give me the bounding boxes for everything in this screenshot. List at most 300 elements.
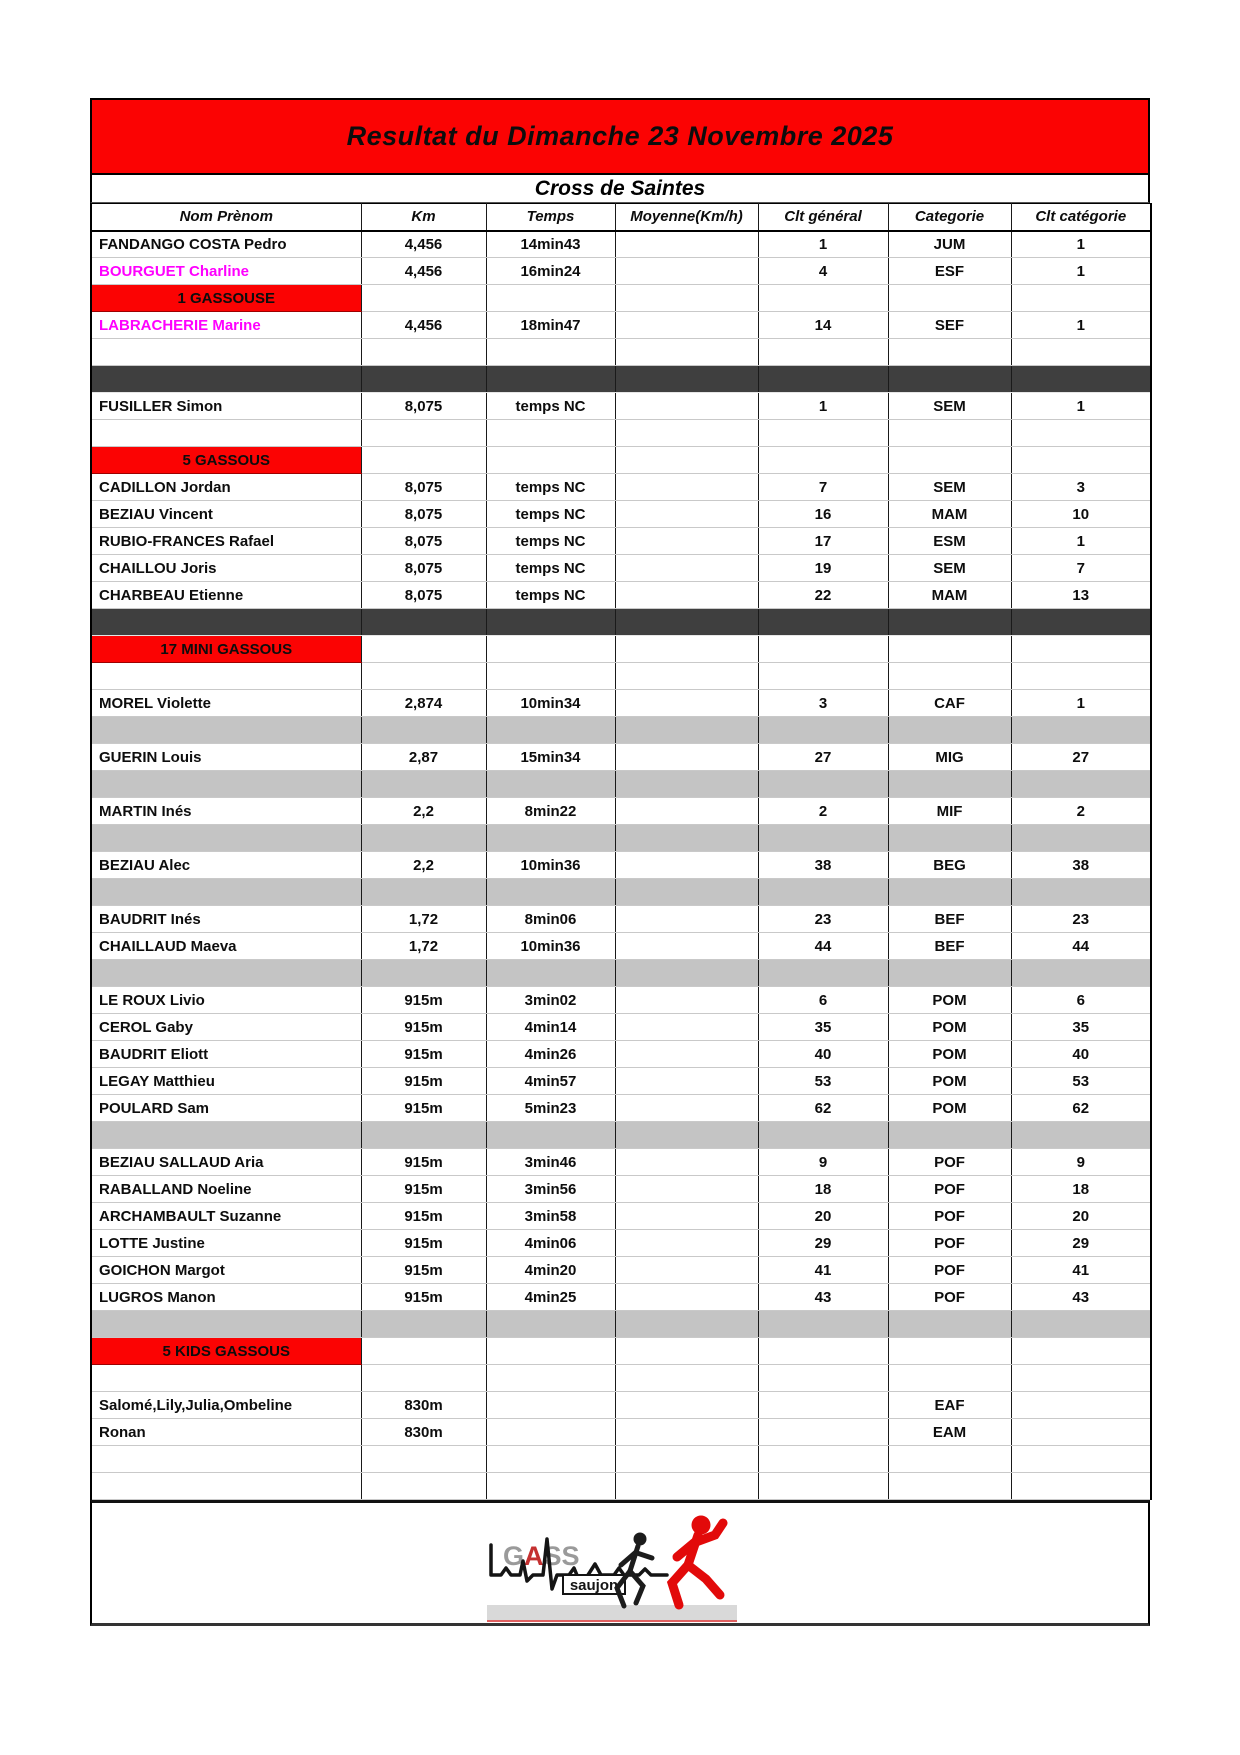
empty-cell xyxy=(888,1338,1011,1365)
value-cell-cg: 53 xyxy=(758,1068,888,1095)
value-cell-cat: POF xyxy=(888,1257,1011,1284)
empty-cell xyxy=(486,447,615,474)
empty-cell xyxy=(1011,447,1151,474)
value-cell-km: 8,075 xyxy=(361,501,486,528)
spacer-row-white xyxy=(91,1473,1151,1500)
result-row xyxy=(91,852,1151,879)
value-cell-cg: 3 xyxy=(758,690,888,717)
runner-name-cell: LABRACHERIE Marine xyxy=(91,312,361,339)
result-row xyxy=(91,312,1151,339)
column-header-1: Km xyxy=(361,204,486,231)
value-cell-cc: 62 xyxy=(1011,1095,1151,1122)
value-cell-cc: 3 xyxy=(1011,474,1151,501)
value-cell-cg: 22 xyxy=(758,582,888,609)
value-cell-cat: MIG xyxy=(888,744,1011,771)
value-cell-cat: POM xyxy=(888,1068,1011,1095)
spacer-cell xyxy=(615,1122,758,1149)
spacer-cell xyxy=(888,609,1011,636)
value-cell-moy xyxy=(615,1095,758,1122)
value-cell-cc: 35 xyxy=(1011,1014,1151,1041)
spacer-cell xyxy=(486,609,615,636)
empty-cell xyxy=(758,1338,888,1365)
spacer-cell xyxy=(361,1446,486,1473)
value-cell-temps: 16min24 xyxy=(486,258,615,285)
value-cell-moy xyxy=(615,1230,758,1257)
empty-cell xyxy=(361,1338,486,1365)
spacer-cell xyxy=(486,771,615,798)
value-cell-cat: EAF xyxy=(888,1392,1011,1419)
spacer-cell xyxy=(888,339,1011,366)
runner-name-cell: MARTIN Inés xyxy=(91,798,361,825)
result-row xyxy=(91,906,1151,933)
value-cell-temps: 3min56 xyxy=(486,1176,615,1203)
result-row xyxy=(91,393,1151,420)
spacer-cell xyxy=(888,1446,1011,1473)
value-cell-temps: 3min46 xyxy=(486,1149,615,1176)
value-cell-cg: 43 xyxy=(758,1284,888,1311)
value-cell-temps: temps NC xyxy=(486,501,615,528)
section-row xyxy=(91,636,1151,663)
column-header-6: Clt catégorie xyxy=(1011,204,1151,231)
value-cell-cat: POM xyxy=(888,1014,1011,1041)
value-cell-cc: 1 xyxy=(1011,312,1151,339)
value-cell-cat: POF xyxy=(888,1230,1011,1257)
spacer-cell xyxy=(486,420,615,447)
spacer-cell xyxy=(615,663,758,690)
value-cell-cg: 41 xyxy=(758,1257,888,1284)
empty-cell xyxy=(615,1338,758,1365)
result-row xyxy=(91,582,1151,609)
spacer-cell xyxy=(91,366,361,393)
spacer-cell xyxy=(486,825,615,852)
spacer-row-gray xyxy=(91,879,1151,906)
value-cell-cg: 35 xyxy=(758,1014,888,1041)
value-cell-km: 915m xyxy=(361,1041,486,1068)
value-cell-km: 915m xyxy=(361,987,486,1014)
value-cell-km: 915m xyxy=(361,1095,486,1122)
empty-cell xyxy=(888,636,1011,663)
spacer-cell xyxy=(1011,960,1151,987)
value-cell-km: 830m xyxy=(361,1419,486,1446)
value-cell-temps: 14min43 xyxy=(486,231,615,258)
runner-name-cell: MOREL Violette xyxy=(91,690,361,717)
spacer-cell xyxy=(1011,1122,1151,1149)
spacer-cell xyxy=(758,825,888,852)
spacer-cell xyxy=(486,339,615,366)
spacer-cell xyxy=(91,960,361,987)
spacer-cell xyxy=(888,366,1011,393)
spacer-row-gray xyxy=(91,1122,1151,1149)
spacer-row-gray xyxy=(91,717,1151,744)
spacer-cell xyxy=(361,771,486,798)
value-cell-moy xyxy=(615,582,758,609)
value-cell-km: 915m xyxy=(361,1203,486,1230)
value-cell-temps: 8min06 xyxy=(486,906,615,933)
spacer-cell xyxy=(361,717,486,744)
spacer-cell xyxy=(888,717,1011,744)
runner-name-cell: CEROL Gaby xyxy=(91,1014,361,1041)
runner-name-cell: LE ROUX Livio xyxy=(91,987,361,1014)
value-cell-temps: temps NC xyxy=(486,555,615,582)
runner-name-cell: CADILLON Jordan xyxy=(91,474,361,501)
runner-name-cell: CHAILLAUD Maeva xyxy=(91,933,361,960)
page-title: Resultat du Dimanche 23 Novembre 2025 xyxy=(346,121,894,151)
value-cell-cat: SEM xyxy=(888,555,1011,582)
title-banner xyxy=(90,98,1150,175)
spacer-cell xyxy=(758,1473,888,1500)
spacer-cell xyxy=(361,609,486,636)
value-cell-moy xyxy=(615,393,758,420)
spacer-cell xyxy=(888,879,1011,906)
value-cell-cc: 9 xyxy=(1011,1149,1151,1176)
value-cell-moy xyxy=(615,933,758,960)
spacer-row-white xyxy=(91,663,1151,690)
spacer-row-dark xyxy=(91,609,1151,636)
spacer-cell xyxy=(758,1122,888,1149)
spacer-cell xyxy=(486,1473,615,1500)
value-cell-moy xyxy=(615,528,758,555)
value-cell-cat: MAM xyxy=(888,501,1011,528)
spacer-row-gray xyxy=(91,1311,1151,1338)
column-header-2: Temps xyxy=(486,204,615,231)
value-cell-cc: 38 xyxy=(1011,852,1151,879)
value-cell-cat: CAF xyxy=(888,690,1011,717)
value-cell-cat: BEG xyxy=(888,852,1011,879)
spacer-cell xyxy=(615,420,758,447)
column-header-3: Moyenne(Km/h) xyxy=(615,204,758,231)
result-row xyxy=(91,1392,1151,1419)
spacer-cell xyxy=(91,1473,361,1500)
runner-name-cell: RABALLAND Noeline xyxy=(91,1176,361,1203)
spacer-cell xyxy=(758,1365,888,1392)
spacer-cell xyxy=(91,1365,361,1392)
result-row xyxy=(91,1257,1151,1284)
spacer-cell xyxy=(615,1311,758,1338)
value-cell-cg: 1 xyxy=(758,231,888,258)
spacer-cell xyxy=(758,879,888,906)
spacer-cell xyxy=(1011,717,1151,744)
result-row xyxy=(91,555,1151,582)
value-cell-cat: SEF xyxy=(888,312,1011,339)
spacer-cell xyxy=(1011,771,1151,798)
spacer-cell xyxy=(1011,663,1151,690)
spacer-cell xyxy=(361,366,486,393)
result-row xyxy=(91,987,1151,1014)
runner-name-cell: BAUDRIT Inés xyxy=(91,906,361,933)
value-cell-km: 8,075 xyxy=(361,528,486,555)
table-header xyxy=(91,204,1151,231)
value-cell-km: 2,874 xyxy=(361,690,486,717)
spacer-cell xyxy=(486,1365,615,1392)
spacer-cell xyxy=(615,366,758,393)
runner-name-cell: FANDANGO COSTA Pedro xyxy=(91,231,361,258)
value-cell-cc xyxy=(1011,1392,1151,1419)
spacer-cell xyxy=(1011,1311,1151,1338)
empty-cell xyxy=(758,285,888,312)
value-cell-moy xyxy=(615,1149,758,1176)
value-cell-cc: 27 xyxy=(1011,744,1151,771)
value-cell-km: 8,075 xyxy=(361,582,486,609)
value-cell-cg: 9 xyxy=(758,1149,888,1176)
value-cell-cc: 41 xyxy=(1011,1257,1151,1284)
spacer-row-dark xyxy=(91,366,1151,393)
value-cell-temps: 18min47 xyxy=(486,312,615,339)
value-cell-moy xyxy=(615,1014,758,1041)
value-cell-cat: MIF xyxy=(888,798,1011,825)
spacer-cell xyxy=(91,663,361,690)
spacer-cell xyxy=(615,879,758,906)
spacer-cell xyxy=(1011,609,1151,636)
spacer-cell xyxy=(1011,1446,1151,1473)
spacer-cell xyxy=(888,1311,1011,1338)
runner-name-cell: RUBIO-FRANCES Rafael xyxy=(91,528,361,555)
value-cell-cg: 6 xyxy=(758,987,888,1014)
runner-name-cell: BEZIAU SALLAUD Aria xyxy=(91,1149,361,1176)
value-cell-cat: BEF xyxy=(888,933,1011,960)
value-cell-cat: POM xyxy=(888,1095,1011,1122)
value-cell-km: 915m xyxy=(361,1257,486,1284)
value-cell-temps: temps NC xyxy=(486,474,615,501)
result-row xyxy=(91,258,1151,285)
spacer-cell xyxy=(91,1311,361,1338)
value-cell-cg: 19 xyxy=(758,555,888,582)
value-cell-km: 915m xyxy=(361,1068,486,1095)
value-cell-cc: 7 xyxy=(1011,555,1151,582)
spacer-row-white xyxy=(91,420,1151,447)
value-cell-temps: 10min36 xyxy=(486,933,615,960)
result-row xyxy=(91,1419,1151,1446)
spacer-cell xyxy=(758,717,888,744)
spacer-cell xyxy=(1011,366,1151,393)
result-row xyxy=(91,1095,1151,1122)
section-label-cell: 5 GASSOUS xyxy=(91,447,361,474)
value-cell-km: 8,075 xyxy=(361,393,486,420)
spacer-cell xyxy=(758,771,888,798)
value-cell-cat: JUM xyxy=(888,231,1011,258)
spacer-row-white xyxy=(91,339,1151,366)
spacer-cell xyxy=(1011,1473,1151,1500)
value-cell-cc: 1 xyxy=(1011,231,1151,258)
runner-name-cell: GOICHON Margot xyxy=(91,1257,361,1284)
spacer-cell xyxy=(1011,879,1151,906)
spacer-cell xyxy=(888,825,1011,852)
spacer-cell xyxy=(888,1122,1011,1149)
value-cell-cat: ESM xyxy=(888,528,1011,555)
spacer-cell xyxy=(758,960,888,987)
value-cell-km: 830m xyxy=(361,1392,486,1419)
empty-cell xyxy=(888,285,1011,312)
spacer-cell xyxy=(1011,1365,1151,1392)
empty-cell xyxy=(361,636,486,663)
value-cell-cat: EAM xyxy=(888,1419,1011,1446)
spacer-cell xyxy=(91,717,361,744)
spacer-cell xyxy=(758,1311,888,1338)
value-cell-moy xyxy=(615,1176,758,1203)
column-header-0: Nom Prènom xyxy=(91,204,361,231)
value-cell-cg: 29 xyxy=(758,1230,888,1257)
value-cell-cat: POF xyxy=(888,1176,1011,1203)
red-runner-icon xyxy=(672,1516,723,1606)
spacer-cell xyxy=(758,609,888,636)
spacer-row-gray xyxy=(91,771,1151,798)
spacer-cell xyxy=(888,1365,1011,1392)
runner-name-cell: CHAILLOU Joris xyxy=(91,555,361,582)
value-cell-temps: 4min20 xyxy=(486,1257,615,1284)
value-cell-km: 915m xyxy=(361,1014,486,1041)
logo-ground-bar xyxy=(487,1605,737,1620)
value-cell-cg xyxy=(758,1419,888,1446)
result-row xyxy=(91,933,1151,960)
value-cell-moy xyxy=(615,1257,758,1284)
value-cell-moy xyxy=(615,1203,758,1230)
spacer-cell xyxy=(888,1473,1011,1500)
result-row xyxy=(91,1176,1151,1203)
result-row xyxy=(91,474,1151,501)
spacer-cell xyxy=(91,771,361,798)
value-cell-cat: SEM xyxy=(888,393,1011,420)
spacer-cell xyxy=(486,1122,615,1149)
results-sheet xyxy=(90,98,1150,1626)
spacer-cell xyxy=(615,960,758,987)
value-cell-cc: 53 xyxy=(1011,1068,1151,1095)
spacer-cell xyxy=(615,339,758,366)
spacer-cell xyxy=(758,1446,888,1473)
spacer-cell xyxy=(486,960,615,987)
value-cell-km: 1,72 xyxy=(361,906,486,933)
value-cell-cat: ESF xyxy=(888,258,1011,285)
value-cell-cg: 27 xyxy=(758,744,888,771)
spacer-cell xyxy=(91,1122,361,1149)
value-cell-cc: 1 xyxy=(1011,528,1151,555)
value-cell-cat: POF xyxy=(888,1203,1011,1230)
value-cell-temps: 3min02 xyxy=(486,987,615,1014)
event-subtitle: Cross de Saintes xyxy=(534,176,706,200)
value-cell-cc: 40 xyxy=(1011,1041,1151,1068)
value-cell-cat: MAM xyxy=(888,582,1011,609)
table-body xyxy=(91,231,1151,1500)
empty-cell xyxy=(615,447,758,474)
value-cell-temps: 8min22 xyxy=(486,798,615,825)
value-cell-temps: temps NC xyxy=(486,582,615,609)
logo-club-text: GASS xyxy=(503,1541,580,1571)
spacer-cell xyxy=(615,609,758,636)
value-cell-cc: 1 xyxy=(1011,690,1151,717)
value-cell-temps: temps NC xyxy=(486,393,615,420)
empty-cell xyxy=(486,285,615,312)
spacer-cell xyxy=(758,420,888,447)
value-cell-cat: SEM xyxy=(888,474,1011,501)
runner-name-cell: BEZIAU Alec xyxy=(91,852,361,879)
section-label-cell: 1 GASSOUSE xyxy=(91,285,361,312)
value-cell-cc: 1 xyxy=(1011,393,1151,420)
column-header-5: Categorie xyxy=(888,204,1011,231)
result-row xyxy=(91,1203,1151,1230)
value-cell-moy xyxy=(615,474,758,501)
runner-name-cell: LOTTE Justine xyxy=(91,1230,361,1257)
spacer-cell xyxy=(361,1473,486,1500)
value-cell-temps xyxy=(486,1392,615,1419)
value-cell-moy xyxy=(615,1068,758,1095)
spacer-cell xyxy=(758,339,888,366)
value-cell-moy xyxy=(615,231,758,258)
result-row xyxy=(91,1041,1151,1068)
value-cell-cc: 13 xyxy=(1011,582,1151,609)
spacer-cell xyxy=(615,1446,758,1473)
spacer-cell xyxy=(1011,420,1151,447)
spacer-cell xyxy=(91,1446,361,1473)
runner-name-cell: BAUDRIT Eliott xyxy=(91,1041,361,1068)
spacer-row-gray xyxy=(91,825,1151,852)
spacer-cell xyxy=(615,1365,758,1392)
value-cell-moy xyxy=(615,258,758,285)
value-cell-cc: 18 xyxy=(1011,1176,1151,1203)
runner-name-cell: Ronan xyxy=(91,1419,361,1446)
result-row xyxy=(91,1284,1151,1311)
logo-town-text: saujon xyxy=(569,1577,619,1594)
runner-name-cell: GUERIN Louis xyxy=(91,744,361,771)
value-cell-cat: POM xyxy=(888,1041,1011,1068)
column-header-4: Clt général xyxy=(758,204,888,231)
header-row xyxy=(91,204,1151,231)
runner-name-cell: POULARD Sam xyxy=(91,1095,361,1122)
value-cell-cc: 6 xyxy=(1011,987,1151,1014)
value-cell-temps: 10min36 xyxy=(486,852,615,879)
value-cell-km: 915m xyxy=(361,1149,486,1176)
spacer-cell xyxy=(91,339,361,366)
value-cell-km: 2,2 xyxy=(361,852,486,879)
value-cell-moy xyxy=(615,987,758,1014)
empty-cell xyxy=(361,285,486,312)
result-row xyxy=(91,1014,1151,1041)
value-cell-cc: 10 xyxy=(1011,501,1151,528)
runner-name-cell: BOURGUET Charline xyxy=(91,258,361,285)
spacer-cell xyxy=(486,1446,615,1473)
spacer-row-white xyxy=(91,1446,1151,1473)
value-cell-cat: POF xyxy=(888,1149,1011,1176)
spacer-cell xyxy=(758,366,888,393)
spacer-cell xyxy=(361,879,486,906)
spacer-cell xyxy=(758,663,888,690)
value-cell-cc: 29 xyxy=(1011,1230,1151,1257)
empty-cell xyxy=(758,636,888,663)
value-cell-cg: 16 xyxy=(758,501,888,528)
result-row xyxy=(91,501,1151,528)
value-cell-temps: 4min26 xyxy=(486,1041,615,1068)
result-row xyxy=(91,528,1151,555)
spacer-row-white xyxy=(91,1365,1151,1392)
result-row xyxy=(91,1230,1151,1257)
value-cell-temps: 4min14 xyxy=(486,1014,615,1041)
value-cell-moy xyxy=(615,1419,758,1446)
spacer-cell xyxy=(486,663,615,690)
footer-logo-zone xyxy=(90,1500,1150,1626)
value-cell-cg: 7 xyxy=(758,474,888,501)
section-row xyxy=(91,1338,1151,1365)
value-cell-temps: 15min34 xyxy=(486,744,615,771)
value-cell-moy xyxy=(615,852,758,879)
spacer-cell xyxy=(91,609,361,636)
value-cell-km: 8,075 xyxy=(361,555,486,582)
value-cell-km: 4,456 xyxy=(361,231,486,258)
section-row xyxy=(91,285,1151,312)
value-cell-moy xyxy=(615,744,758,771)
value-cell-cat: BEF xyxy=(888,906,1011,933)
spacer-cell xyxy=(888,663,1011,690)
section-label-cell: 5 KIDS GASSOUS xyxy=(91,1338,361,1365)
spacer-cell xyxy=(888,771,1011,798)
value-cell-km: 1,72 xyxy=(361,933,486,960)
empty-cell xyxy=(486,1338,615,1365)
